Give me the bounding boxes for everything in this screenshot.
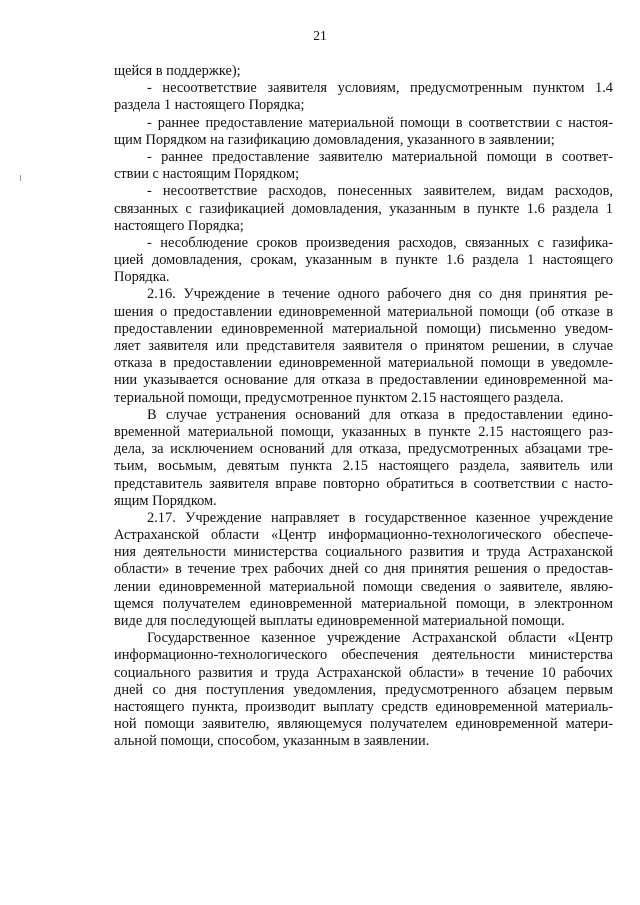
text-line: Порядка. — [114, 269, 170, 286]
text-line: - раннее предоставление заявителю материальной помощи в соответ- — [147, 148, 613, 165]
text-line: териальной помощи, предусмотренное пунктом 2.15 настоящего раздела. — [114, 389, 564, 406]
text-line: информационно-технологического обеспечения деятельности министерства — [114, 647, 613, 664]
text-line: - раннее предоставление материальной помощи в соответствии с настоя- — [147, 114, 613, 131]
text-line: представитель заявителя вправе повторно обратиться в соответствии с насто- — [114, 475, 613, 492]
text-line: ляет заявителя или представителя заявителя о принятом решении, в случае — [114, 338, 613, 354]
text-line: - несоответствие расходов, понесенных заявителем, видам расходов, — [147, 183, 613, 200]
text-line: щемся получателем единовременной материальной помощи, в электронном — [114, 595, 613, 612]
text-line: - несоответствие заявителя условиям, предусмотренным пунктом 1.4 — [147, 80, 613, 97]
text-line: ния деятельности министерства социального развития и труда Астраханской — [114, 544, 613, 561]
text-line: ящим Порядком. — [114, 492, 217, 509]
text-line: дней со дня поступления уведомления, предусмотренного абзацем первым — [114, 681, 613, 698]
text-line: настоящего пункта, производит выплату средств единовременной материаль- — [114, 698, 613, 715]
text-line: щейся в поддержке); — [114, 63, 241, 79]
text-line: ной помощи заявителю, являющемуся получателем единовременной матери- — [114, 716, 613, 733]
text-line: ствии с настоящим Порядком; — [114, 166, 300, 183]
text-line: социального развития и труда Астраханской области» в течение 10 рабочих — [114, 664, 613, 681]
text-line: цией домовладения, срокам, указанным в пункте 1.6 раздела 1 настоящего — [114, 252, 613, 269]
text-line: щим Порядком на газификацию домовладения, указанного в заявлении; — [114, 131, 555, 148]
text-line: Астраханской области «Центр информационно-технологического обеспече- — [114, 527, 613, 544]
text-line: В случае устранения оснований для отказа в предоставлении едино- — [147, 406, 613, 423]
text-line: области» в течение трех рабочих дней со дня принятия решения о предостав- — [114, 561, 613, 578]
text-line: 2.17. Учреждение направляет в государственное казенное учреждение — [147, 509, 613, 526]
text-line: лении единовременной материальной помощи сведения о заявителе, являю- — [114, 578, 613, 595]
text-line: тьим, восьмым, девятым пункта 2.15 настоящего раздела, заявитель или — [114, 458, 613, 475]
text-line: Государственное казенное учреждение Астраханской области «Центр — [147, 630, 613, 647]
margin-mark — [20, 175, 21, 181]
text-line: виде для последующей выплаты единовременной материальной помощи. — [114, 613, 565, 629]
text-line: - несоблюдение сроков произведения расходов, связанных с газифика- — [147, 234, 613, 251]
text-line: шения о предоставлении единовременной материальной помощи (об отказе в — [114, 303, 613, 320]
text-line: дела, за исключением оснований для отказа, предусмотренных абзацами тре- — [114, 441, 613, 458]
document-body — [114, 63, 613, 751]
text-line: временной материальной помощи, указанных в пункте 2.15 настоящего раз- — [114, 423, 613, 440]
text-line: альной помощи, способом, указанным в заявлении. — [114, 733, 430, 750]
text-line: 2.16. Учреждение в течение одного рабочего дня со дня принятия ре- — [147, 286, 613, 303]
text-line: предоставлении единовременной материальной помощи) письменно уведом- — [114, 320, 613, 337]
text-line: раздела 1 настоящего Порядка; — [114, 97, 305, 114]
text-line: отказа в предоставлении единовременной материальной помощи в уведомле- — [114, 355, 613, 372]
text-line: нии указывается основание для отказа в предоставлении единовременной ма- — [114, 372, 613, 389]
text-line: настоящего Порядка; — [114, 217, 244, 234]
page-number: 21 — [313, 28, 327, 43]
text-line: связанных с газификацией домовладения, указанным в пункте 1.6 раздела 1 — [114, 200, 613, 217]
